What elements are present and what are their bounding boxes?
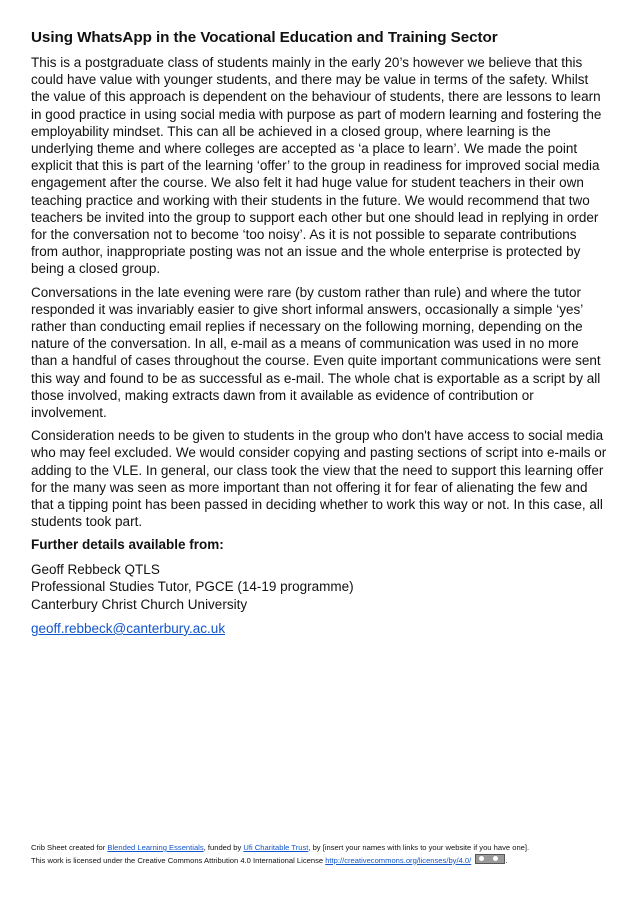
contact-name: Geoff Rebbeck QTLS [31,561,160,577]
footer-license-line [31,854,616,867]
footer-credit-suffix: , by [insert your names with links to your website if you have one]. [308,843,530,852]
cc-by-badge-icon[interactable] [475,854,508,865]
contact-email-link[interactable]: geoff.rebbeck@canterbury.ac.uk [31,620,226,636]
footer-credit-mid: , funded by [203,843,244,852]
footer-credit-line [31,842,616,854]
contact-block [31,561,607,613]
footer-credit-prefix: Crib Sheet created for [31,843,108,852]
contact-institution: Canterbury Christ Church University [31,596,248,612]
document-body [31,28,607,638]
license-url-link[interactable]: http://creativecommons.org/licenses/by/4.0/ [325,855,472,865]
contact-role: Professional Studies Tutor, PGCE (14-19 programme) [31,579,354,595]
ufi-charitable-trust-link[interactable]: Ufi Charitable Trust [243,843,309,852]
footer-license-prefix: This work is licensed under the Creative Commons Attribution 4.0 International License [31,855,326,865]
footer-license-suffix: . [505,855,508,865]
footer [31,842,616,866]
body-paragraph-3: Consideration needs to be given to students in the group who don't have access to social media who may feel excluded. We would consider copying and pasting sections of script into e-mails or adding to the VLE. In general, our class took the view that the need to support this learning offer for the many was seen as more important than not offering it for fear of alienating the few and that a tipping point has been passed in deciding whether to work this way or not. In this case, all students took part. [31,428,607,530]
blended-learning-essentials-link[interactable]: Blended Learning Essentials [107,843,204,852]
body-paragraph-2: Conversations in the late evening were rare (by custom rather than rule) and where the tutor responded it was invariably easier to give short informal answers, occasionally a simple ‘yes’ rather than conducting email replies if necessary on the following morning, depending on the nature of the conversation. In all, e-mail as a means of communication was used in no more than a handful of cases throughout the course. Even quite important communications were sent this way and found to be as successful as e-mail. The whole chat is exportable as a script by all those involved, making extracts dawn from it available as evidence of contribution or involvement. [31,284,601,421]
body-paragraph-1: This is a postgraduate class of students mainly in the early 20’s however we believe that this could have value with younger students, and there may be value in terms of the safety. Whilst the value of this approach is dependent on the behaviour of students, there are lessons to learn in good practice in using social media with purpose as part of modern learning and fostering the employability mindset. This can all be achieved in a closed group, where learning is the underlying theme and where colleges are accepted as ‘a place to learn’. We made the point explicit that this is part of the learning ‘offer’ to the group in readiness for improved social media engagement after the course. We also felt it had huge value for student teachers in their own teaching practice and working with their students in the future. We would recommend that two teachers be invited into the group to support each other but one should lead in replying in order for the conversation not to become ‘too noisy’. As it is not possible to separate contributions from author, inappropriate posting was not an issue and the whole enterprise is protected by being a closed group. [31,55,602,277]
document-title: Using WhatsApp in the Vocational Education and Training Sector [31,29,498,46]
further-details-heading: Further details available from: [31,537,224,553]
